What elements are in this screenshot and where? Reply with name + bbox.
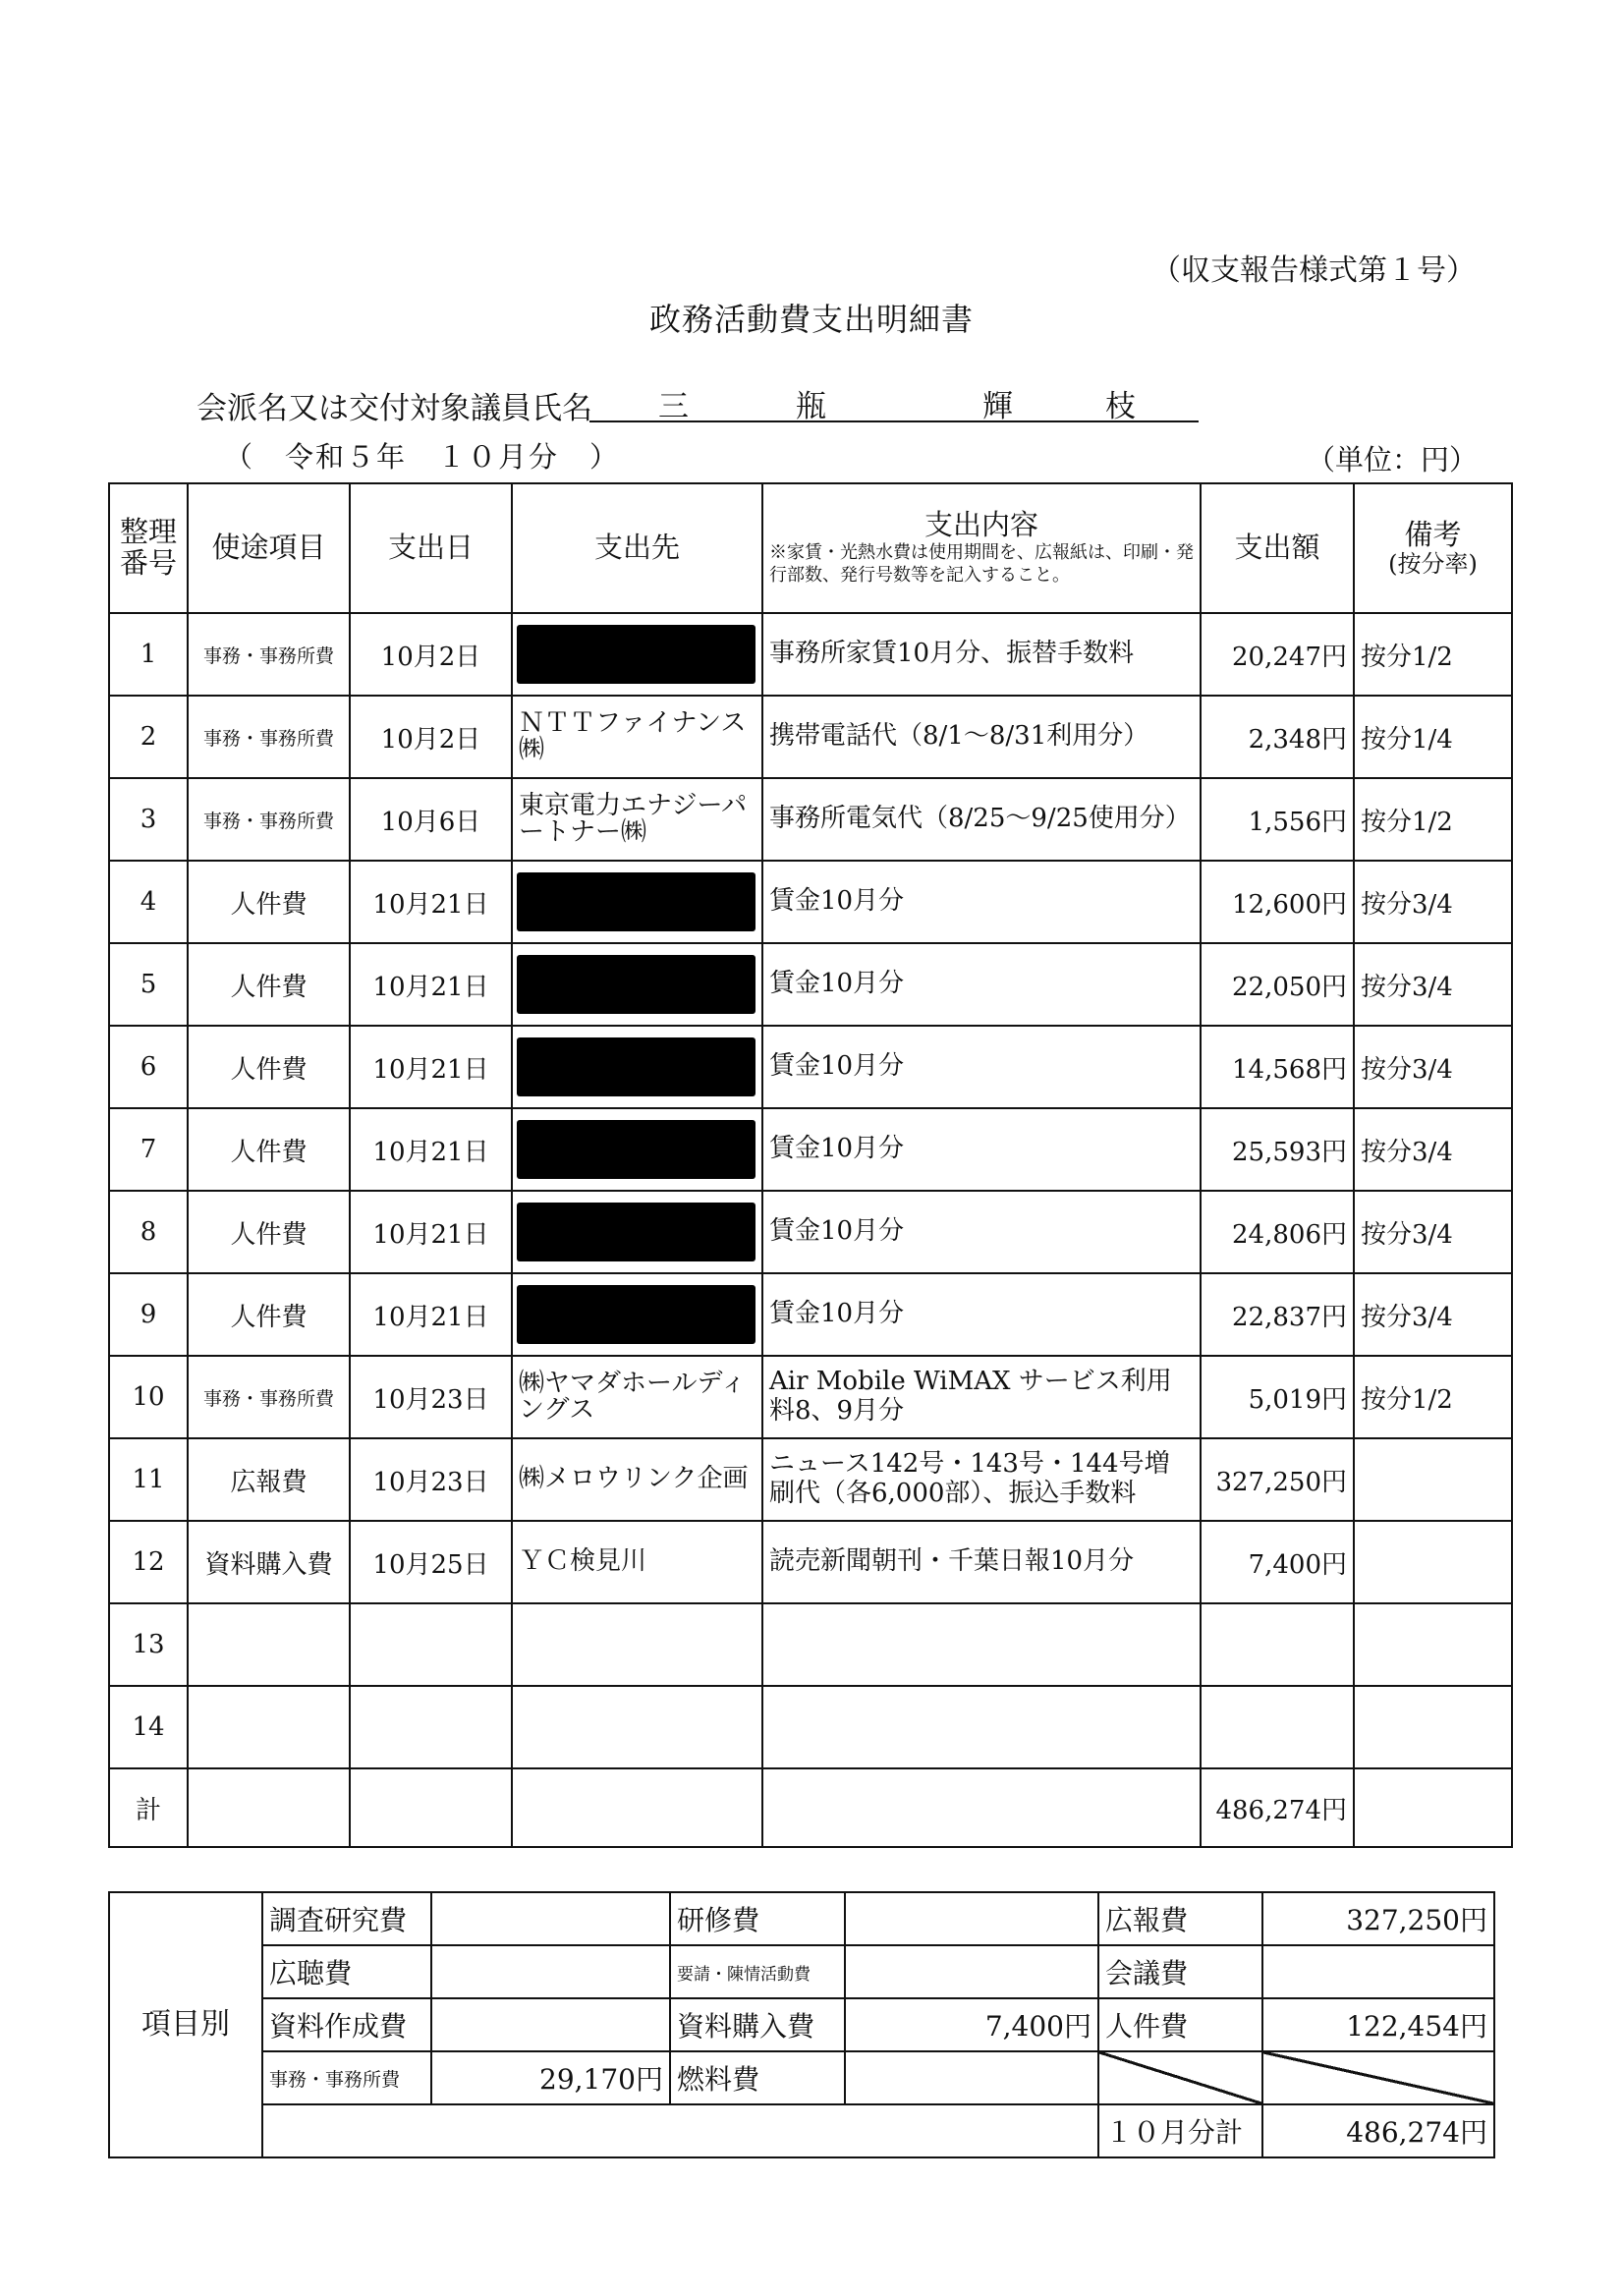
table-row — [109, 1026, 1512, 1108]
row-category: 人件費 — [188, 1026, 350, 1108]
table-row — [109, 943, 1512, 1026]
table-row — [109, 778, 1512, 861]
summary-row — [109, 1892, 1494, 1945]
office-label: 事務・事務所費 — [262, 2051, 431, 2104]
row-amount: 5,019円 — [1201, 1356, 1354, 1438]
header-content — [762, 483, 1201, 613]
row-date: 10月21日 — [350, 1026, 512, 1108]
survey-label: 調査研究費 — [262, 1892, 431, 1945]
total-empty-cell — [512, 1768, 762, 1847]
row-date: 10月6日 — [350, 778, 512, 861]
row-content: 事務所電気代（8/25～9/25使用分） — [762, 778, 1201, 861]
header-no: 整理番号 — [109, 483, 188, 613]
row-date: 10月21日 — [350, 1273, 512, 1356]
row-amount: 14,568円 — [1201, 1026, 1354, 1108]
total-empty-cell — [188, 1768, 350, 1847]
row-no: 6 — [109, 1026, 188, 1108]
row-payee: ㈱ヤマダホールディングス — [512, 1356, 762, 1438]
row-category — [188, 1686, 350, 1768]
docs-value — [431, 1998, 670, 2051]
redaction-box — [517, 625, 756, 684]
row-payee-redacted — [512, 1108, 762, 1191]
header-remarks-sub: (按分率) — [1388, 549, 1478, 578]
row-category: 事務・事務所費 — [188, 1356, 350, 1438]
row-remarks: 按分3/4 — [1354, 943, 1512, 1026]
row-no: 4 — [109, 861, 188, 943]
row-no: 12 — [109, 1521, 188, 1603]
row-category: 事務・事務所費 — [188, 613, 350, 696]
row-payee — [512, 1686, 762, 1768]
row-date: 10月2日 — [350, 696, 512, 778]
row-no: 10 — [109, 1356, 188, 1438]
row-date: 10月23日 — [350, 1438, 512, 1521]
fuel-value — [845, 2051, 1098, 2104]
row-amount: 20,247円 — [1201, 613, 1354, 696]
header-category: 使途項目 — [188, 483, 350, 613]
row-content: ニュース142号・143号・144号増刷代（各6,000部）、振込手数料 — [762, 1438, 1201, 1521]
redaction-box — [517, 955, 756, 1014]
member-name-char: 瓶 — [796, 389, 826, 424]
row-category: 広報費 — [188, 1438, 350, 1521]
row-amount: 327,250円 — [1201, 1438, 1354, 1521]
header-row — [109, 483, 1512, 613]
summary-row — [109, 2104, 1494, 2157]
row-date — [350, 1603, 512, 1686]
row-remarks: 按分3/4 — [1354, 1108, 1512, 1191]
page-title: 政務活動費支出明細書 — [648, 301, 974, 338]
row-payee-redacted — [512, 613, 762, 696]
member-name-char: 枝 — [1105, 389, 1136, 424]
row-content: 賃金10月分 — [762, 1026, 1201, 1108]
pr-label: 広報費 — [1098, 1892, 1262, 1945]
table-row — [109, 1603, 1512, 1686]
row-content: 携帯電話代（8/1～8/31利用分） — [762, 696, 1201, 778]
row-payee — [512, 1603, 762, 1686]
row-remarks — [1354, 1521, 1512, 1603]
row-payee: ＹＣ検見川 — [512, 1521, 762, 1603]
row-no: 8 — [109, 1191, 188, 1273]
month-total-label: １０月分計 — [1098, 2104, 1262, 2157]
row-date: 10月21日 — [350, 1191, 512, 1273]
summary-side-label: 項目別 — [109, 1892, 262, 2157]
row-category: 事務・事務所費 — [188, 696, 350, 778]
table-row — [109, 1356, 1512, 1438]
row-category: 事務・事務所費 — [188, 778, 350, 861]
strikeout-cell — [1262, 2051, 1494, 2104]
member-name-char: 輝 — [982, 389, 1013, 424]
redaction-box — [517, 1203, 756, 1261]
month-total-value: 486,274円 — [1262, 2104, 1494, 2157]
total-empty-cell — [762, 1768, 1201, 1847]
redaction-box — [517, 1037, 756, 1096]
header-content-note: ※家賃・光熱水費は使用期間を、広報紙は、印刷・発行部数、発行号数等を記入すること。 — [769, 541, 1194, 586]
row-date: 10月21日 — [350, 1108, 512, 1191]
survey-value — [431, 1892, 670, 1945]
row-amount: 1,556円 — [1201, 778, 1354, 861]
row-amount: 24,806円 — [1201, 1191, 1354, 1273]
row-amount: 2,348円 — [1201, 696, 1354, 778]
category-summary-table — [108, 1891, 1495, 2158]
table-row — [109, 1686, 1512, 1768]
table-row — [109, 1521, 1512, 1603]
meeting-label: 会議費 — [1098, 1945, 1262, 1998]
pr-value: 327,250円 — [1262, 1892, 1494, 1945]
row-content: 賃金10月分 — [762, 1191, 1201, 1273]
row-no: 2 — [109, 696, 188, 778]
table-row — [109, 1191, 1512, 1273]
purchase-label: 資料購入費 — [670, 1998, 845, 2051]
row-amount — [1201, 1686, 1354, 1768]
row-content: Air Mobile WiMAX サービス利用料8、9月分 — [762, 1356, 1201, 1438]
row-remarks: 按分3/4 — [1354, 1273, 1512, 1356]
row-remarks: 按分1/2 — [1354, 1356, 1512, 1438]
training-label: 研修費 — [670, 1892, 845, 1945]
row-remarks: 按分3/4 — [1354, 861, 1512, 943]
summary-row — [109, 2051, 1494, 2104]
row-remarks: 按分1/2 — [1354, 613, 1512, 696]
row-payee: 東京電力エナジーパートナー㈱ — [512, 778, 762, 861]
row-category: 人件費 — [188, 1191, 350, 1273]
row-content — [762, 1603, 1201, 1686]
row-content: 読売新聞朝刊・千葉日報10月分 — [762, 1521, 1201, 1603]
office-value: 29,170円 — [431, 2051, 670, 2104]
row-amount — [1201, 1603, 1354, 1686]
personnel-value: 122,454円 — [1262, 1998, 1494, 2051]
row-no: 11 — [109, 1438, 188, 1521]
table-row — [109, 696, 1512, 778]
header-payee: 支出先 — [512, 483, 762, 613]
row-no: 14 — [109, 1686, 188, 1768]
hearing-value — [431, 1945, 670, 1998]
personnel-label: 人件費 — [1098, 1998, 1262, 2051]
row-amount: 25,593円 — [1201, 1108, 1354, 1191]
row-category: 人件費 — [188, 943, 350, 1026]
header-remarks — [1354, 483, 1512, 613]
unit-label: （単位：円） — [1306, 443, 1478, 476]
form-number: （収支報告様式第１号） — [1151, 253, 1476, 288]
row-payee: ㈱メロウリンク企画 — [512, 1438, 762, 1521]
fuel-label: 燃料費 — [670, 2051, 845, 2104]
row-date: 10月23日 — [350, 1356, 512, 1438]
header-remarks-title: 備考 — [1404, 517, 1462, 551]
total-amount: 486,274円 — [1201, 1768, 1354, 1847]
row-date: 10月25日 — [350, 1521, 512, 1603]
row-category: 資料購入費 — [188, 1521, 350, 1603]
row-amount: 22,837円 — [1201, 1273, 1354, 1356]
row-content: 事務所家賃10月分、振替手数料 — [762, 613, 1201, 696]
row-date — [350, 1686, 512, 1768]
petition-value — [845, 1945, 1098, 1998]
row-no: 3 — [109, 778, 188, 861]
table-row — [109, 861, 1512, 943]
row-amount: 22,050円 — [1201, 943, 1354, 1026]
row-category — [188, 1603, 350, 1686]
row-content: 賃金10月分 — [762, 943, 1201, 1026]
row-no: 9 — [109, 1273, 188, 1356]
summary-blank-cell — [262, 2104, 1098, 2157]
table-row — [109, 1273, 1512, 1356]
member-label: 会派名又は交付対象議員氏名 — [196, 391, 592, 426]
table-row — [109, 613, 1512, 696]
row-content: 賃金10月分 — [762, 861, 1201, 943]
row-no: 1 — [109, 613, 188, 696]
redaction-box — [517, 872, 756, 931]
row-category: 人件費 — [188, 861, 350, 943]
redaction-box — [517, 1120, 756, 1179]
row-payee-redacted — [512, 861, 762, 943]
row-date: 10月21日 — [350, 861, 512, 943]
petition-label: 要請・陳情活動費 — [670, 1945, 845, 1998]
row-content: 賃金10月分 — [762, 1108, 1201, 1191]
row-category: 人件費 — [188, 1108, 350, 1191]
row-remarks: 按分3/4 — [1354, 1026, 1512, 1108]
row-content — [762, 1686, 1201, 1768]
header-content-title: 支出内容 — [923, 507, 1038, 541]
row-content: 賃金10月分 — [762, 1273, 1201, 1356]
table-row — [109, 1108, 1512, 1191]
row-amount: 12,600円 — [1201, 861, 1354, 943]
total-row — [109, 1768, 1512, 1847]
row-payee-redacted — [512, 943, 762, 1026]
row-payee-redacted — [512, 1191, 762, 1273]
row-date: 10月2日 — [350, 613, 512, 696]
row-remarks: 按分1/4 — [1354, 696, 1512, 778]
row-date: 10月21日 — [350, 943, 512, 1026]
table-row — [109, 1438, 1512, 1521]
row-no: 7 — [109, 1108, 188, 1191]
member-name — [589, 379, 1199, 422]
training-value — [845, 1892, 1098, 1945]
member-name-char: 三 — [658, 389, 689, 424]
redaction-box — [517, 1285, 756, 1344]
row-payee-redacted — [512, 1026, 762, 1108]
purchase-value: 7,400円 — [845, 1998, 1098, 2051]
total-label: 計 — [109, 1768, 188, 1847]
strikeout-cell — [1098, 2051, 1262, 2104]
hearing-label: 広聴費 — [262, 1945, 431, 1998]
row-no: 13 — [109, 1603, 188, 1686]
docs-label: 資料作成費 — [262, 1998, 431, 2051]
row-remarks: 按分3/4 — [1354, 1191, 1512, 1273]
header-date: 支出日 — [350, 483, 512, 613]
summary-row — [109, 1945, 1494, 1998]
row-payee-redacted — [512, 1273, 762, 1356]
total-empty-cell — [350, 1768, 512, 1847]
total-empty-cell — [1354, 1768, 1512, 1847]
row-amount: 7,400円 — [1201, 1521, 1354, 1603]
meeting-value — [1262, 1945, 1494, 1998]
header-amount: 支出額 — [1201, 483, 1354, 613]
row-remarks — [1354, 1686, 1512, 1768]
row-no: 5 — [109, 943, 188, 1026]
period: （ 令和５年 １０月分 ） — [224, 440, 621, 474]
expense-table — [108, 482, 1513, 1848]
row-payee: ＮＴＴファイナンス㈱ — [512, 696, 762, 778]
row-remarks: 按分1/2 — [1354, 778, 1512, 861]
row-category: 人件費 — [188, 1273, 350, 1356]
summary-row — [109, 1998, 1494, 2051]
row-remarks — [1354, 1438, 1512, 1521]
row-remarks — [1354, 1603, 1512, 1686]
